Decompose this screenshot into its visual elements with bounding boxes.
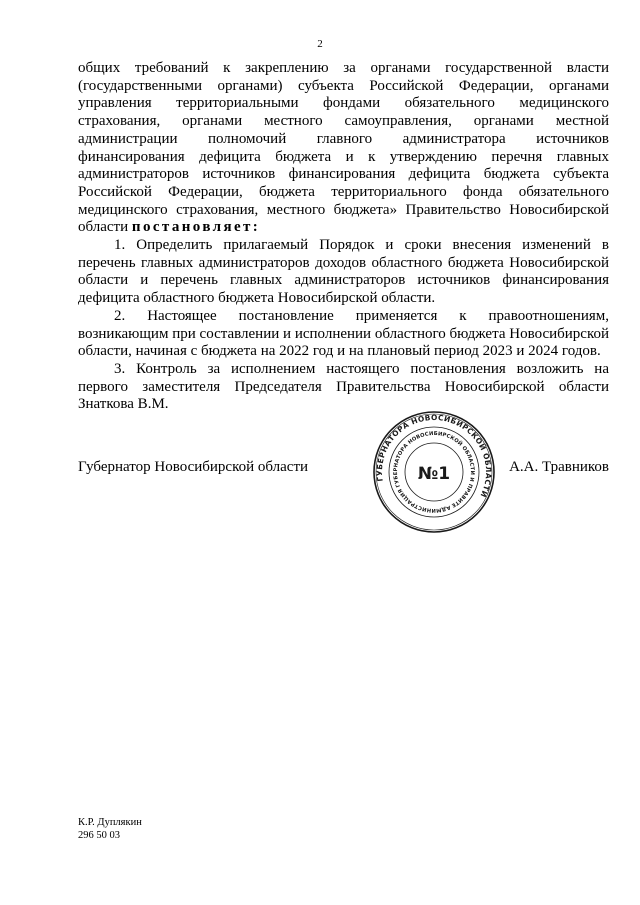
page-number: 2 xyxy=(317,38,323,50)
stamp-inner-text: АДМИНИСТРАЦИЯ ГУБЕРНАТОРА НОВОСИБИРСКОЙ ОБЛАСТИ И ПРАВИТЕЛЬСТВА xyxy=(392,430,476,514)
signature-block xyxy=(78,458,609,478)
paragraph-item-3: 3. Контроль за исполнением настоящего постановления возложить на первого заместителя Председателя Правительства Новосибирской области Знаткова В.М. xyxy=(78,360,609,413)
executor-phone: 296 50 03 xyxy=(78,830,120,841)
intro-paragraph xyxy=(78,60,609,237)
paragraph-item-1: 1. Определить прилагаемый Порядок и сроки внесения изменений в перечень главных администраторов доходов областного бюджета Новосибирской области и перечень главных администраторов источников финансирования дефицита областного бюджета Новосибирской области. xyxy=(78,237,609,307)
stamp-outer-text: ГУБЕРНАТОРА НОВОСИБИРСКОЙ ОБЛАСТИ xyxy=(374,412,494,499)
paragraph-item-2: 2. Настоящее постановление применяется к правоотношениям, возникающим при составлении и исполнении областного бюджета Новосибирской области, начиная с бюджета на 2022 год и на плановый период 2023 и 2024 годов. xyxy=(78,307,609,360)
executor-name: К.Р. Дуплякин xyxy=(78,817,142,828)
signatory-position: Губернатор Новосибирской области xyxy=(78,459,309,475)
decree-word: постановляет: xyxy=(131,219,261,236)
document-body xyxy=(78,60,609,414)
intro-text: общих требований к закреплению за органами государственной власти (государственными органами) субъекта Российской Федерации, органами управления территориальными фондами обязательного медицинского страхования, органами местного самоуправления, органами местной администрации полномочий главного администратора источников финансирования дефицита бюджета и к утверждению перечня главных администраторов источников финансирования дефицита бюджета субъекта Российской Федерации, бюджета территориального фонда обязательного медицинского страхования, местного бюджета» Правительство Новосибирской области xyxy=(78,60,609,236)
executor-footer xyxy=(78,816,142,842)
signatory-name: А.А. Травников xyxy=(509,459,609,475)
stamp-number: №1 xyxy=(417,464,451,484)
